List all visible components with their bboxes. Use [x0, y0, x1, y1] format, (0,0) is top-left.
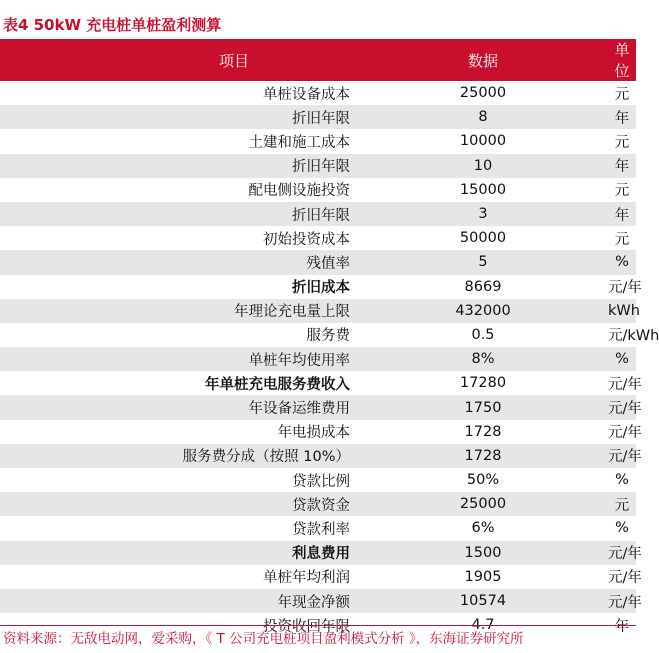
cell-item: 年现金净额: [0, 589, 358, 613]
cell-item: 单桩年均使用率: [0, 347, 358, 371]
table-row: [0, 129, 636, 153]
cell-item: 利息费用: [0, 541, 358, 565]
cell-unit: 元: [608, 129, 636, 153]
cell-value: 1728: [358, 444, 608, 468]
cell-value: 8: [358, 105, 608, 129]
cell-value: 1500: [358, 541, 608, 565]
cell-item: 贷款比例: [0, 468, 358, 492]
cell-value: 1750: [358, 395, 608, 419]
header-value: 数据: [358, 39, 608, 81]
cell-item: 投资收回年限: [0, 613, 358, 637]
cell-unit: %: [608, 347, 636, 371]
cell-unit: %: [608, 468, 636, 492]
table-row: [0, 468, 636, 492]
cell-value: 50000: [358, 226, 608, 250]
table-row: [0, 516, 636, 540]
cell-unit: 年: [608, 105, 636, 129]
cell-value: 10574: [358, 589, 608, 613]
table-row: [0, 589, 636, 613]
cell-value: 4.7: [358, 613, 608, 637]
cell-value: 17280: [358, 371, 608, 395]
cell-item: 年电损成本: [0, 420, 358, 444]
cell-item: 折旧年限: [0, 202, 358, 226]
table-row: [0, 81, 636, 105]
cell-unit: 元/年: [608, 589, 636, 613]
cell-unit: 元/年: [608, 444, 636, 468]
cell-value: 8669: [358, 275, 608, 299]
cell-unit: 元: [608, 492, 636, 516]
cell-item: 折旧成本: [0, 275, 358, 299]
table-row: [0, 492, 636, 516]
table-row: [0, 178, 636, 202]
header-item: 项目: [0, 39, 358, 81]
source-note: 资料来源：无敌电动网，爱采购，《 T 公司充电桩项目盈利模式分析 》，东海证券研究所: [3, 631, 524, 647]
table-row: [0, 323, 636, 347]
cell-value: 1905: [358, 565, 608, 589]
cell-unit: 元/年: [608, 371, 636, 395]
table-row: [0, 541, 636, 565]
cell-item: 配电侧设施投资: [0, 178, 358, 202]
cell-unit: 元: [608, 81, 636, 105]
table-row: [0, 275, 636, 299]
cell-value: 5: [358, 250, 608, 274]
table-row: [0, 420, 636, 444]
cell-item: 初始投资成本: [0, 226, 358, 250]
cell-unit: 元/年: [608, 395, 636, 419]
cell-unit: 元: [608, 226, 636, 250]
cell-value: 6%: [358, 516, 608, 540]
cell-item: 折旧年限: [0, 105, 358, 129]
cell-value: 1728: [358, 420, 608, 444]
cell-value: 10: [358, 154, 608, 178]
table-row: [0, 154, 636, 178]
cell-unit: kWh: [608, 299, 636, 323]
cell-value: 25000: [358, 81, 608, 105]
table-row: [0, 444, 636, 468]
profit-table: [0, 39, 659, 637]
cell-unit: 元/年: [608, 420, 636, 444]
cell-unit: %: [608, 250, 636, 274]
table-row: [0, 395, 636, 419]
table-body: [0, 81, 659, 637]
cell-unit: %: [608, 516, 636, 540]
cell-item: 折旧年限: [0, 154, 358, 178]
cell-value: 25000: [358, 492, 608, 516]
cell-unit: 元/年: [608, 565, 636, 589]
cell-item: 服务费分成（按照 10%）: [0, 444, 358, 468]
header-unit: 单位: [608, 39, 636, 81]
cell-unit: 元/kWh: [608, 323, 636, 347]
table-row: [0, 250, 636, 274]
table-row: [0, 202, 636, 226]
cell-item: 年单桩充电服务费收入: [0, 371, 358, 395]
table-row: [0, 565, 636, 589]
cell-item: 贷款利率: [0, 516, 358, 540]
cell-item: 年理论充电量上限: [0, 299, 358, 323]
cell-unit: 元/年: [608, 275, 636, 299]
cell-item: 贷款资金: [0, 492, 358, 516]
table-title: 表4 50kW 充电桩单桩盈利测算: [3, 16, 222, 34]
cell-value: 3: [358, 202, 608, 226]
bottom-rule: [0, 625, 636, 626]
cell-item: 服务费: [0, 323, 358, 347]
table-row: [0, 105, 636, 129]
cell-value: 50%: [358, 468, 608, 492]
cell-item: 单桩年均利润: [0, 565, 358, 589]
table-header-row: [0, 39, 636, 81]
cell-value: 15000: [358, 178, 608, 202]
cell-unit: 元/年: [608, 541, 636, 565]
table-row: [0, 226, 636, 250]
table-row: [0, 299, 636, 323]
table-row: [0, 371, 636, 395]
cell-unit: 年: [608, 154, 636, 178]
cell-unit: 年: [608, 613, 636, 637]
cell-unit: 元: [608, 178, 636, 202]
cell-value: 10000: [358, 129, 608, 153]
cell-item: 残值率: [0, 250, 358, 274]
cell-item: 年设备运维费用: [0, 395, 358, 419]
cell-value: 8%: [358, 347, 608, 371]
cell-value: 432000: [358, 299, 608, 323]
cell-item: 单桩设备成本: [0, 81, 358, 105]
cell-value: 0.5: [358, 323, 608, 347]
table-row: [0, 347, 636, 371]
cell-item: 土建和施工成本: [0, 129, 358, 153]
cell-unit: 年: [608, 202, 636, 226]
